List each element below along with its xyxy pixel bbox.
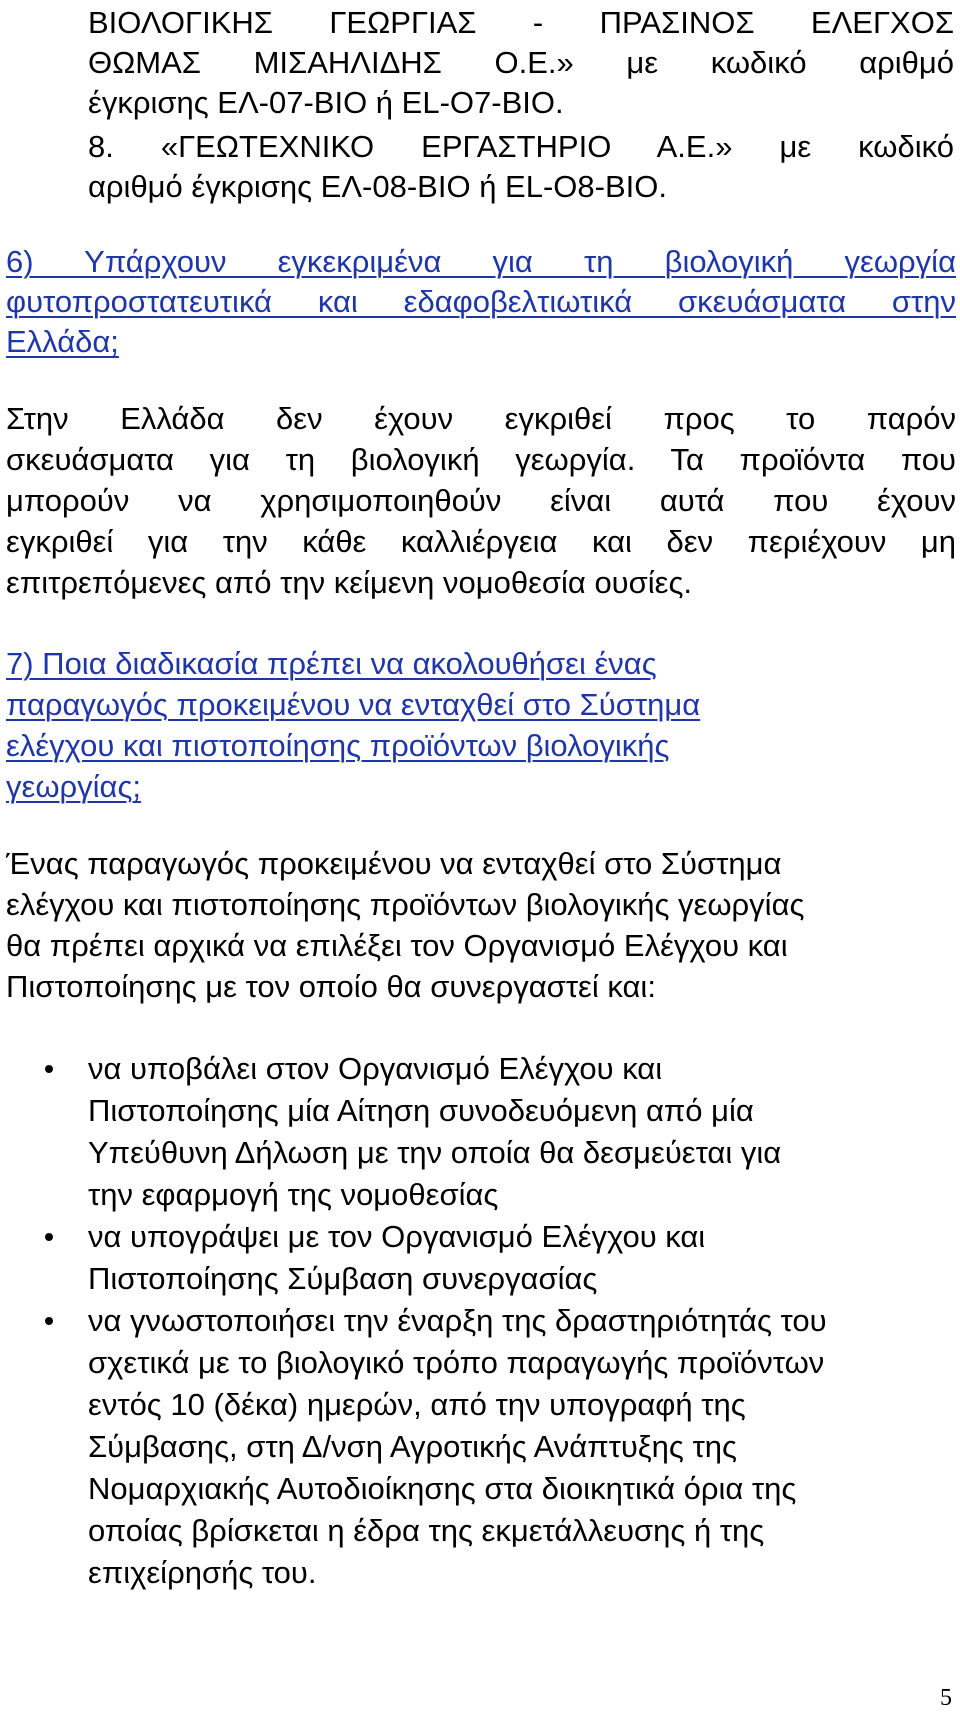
question-7-line2[interactable]: παραγωγός προκειμένου να ενταχθεί στο Σύστημα xyxy=(6,687,701,722)
answer-7-line1: Ένας παραγωγός προκειμένου να ενταχθεί στο Σύστημα xyxy=(6,846,782,881)
bullet-3-line5: Νομαρχιακής Αυτοδιοίκησης στα διοικητικά όρια της xyxy=(88,1471,797,1506)
answer-7-line2: ελέγχου και πιστοποίησης προϊόντων βιολογικής γεωργίας xyxy=(6,887,805,922)
answer-6-line2: σκευάσματα για τη βιολογική γεωργία. Τα προϊόντα που xyxy=(6,442,956,477)
page-number: 5 xyxy=(940,1685,952,1711)
bullet-1-line2: Πιστοποίησης μία Αίτηση συνοδευόμενη από μία xyxy=(88,1093,754,1128)
list-item-8-line1: 8. «ΓΕΩΤΕΧΝΙΚΟ ΕΡΓΑΣΤΗΡΙΟ Α.Ε.» με κωδικό xyxy=(88,129,954,164)
question-7-line1[interactable]: 7) Ποια διαδικασία πρέπει να ακολουθήσει ένας xyxy=(6,646,657,681)
answer-7-line3: θα πρέπει αρχικά να επιλέξει τον Οργανισμό Ελέγχου και xyxy=(6,928,788,963)
question-7-line4[interactable]: γεωργίας; xyxy=(6,769,142,804)
bullet-3-line3: εντός 10 (δέκα) ημερών, από την υπογραφή της xyxy=(88,1387,746,1422)
bullet-2-line1: να υπογράψει με τον Οργανισμό Ελέγχου και xyxy=(88,1219,706,1254)
question-6-line2[interactable]: φυτοπροστατευτικά και εδαφοβελτιωτικά σκευάσματα στην xyxy=(6,284,956,319)
bullet-3-line2: σχετικά με το βιολογικό τρόπο παραγωγής προϊόντων xyxy=(88,1345,825,1380)
bullet-3-line6: οποίας βρίσκεται η έδρα της εκμετάλλευσης ή της xyxy=(88,1513,765,1548)
question-6-line3[interactable]: Ελλάδα; xyxy=(6,324,119,359)
answer-6-line1: Στην Ελλάδα δεν έχουν εγκριθεί προς το παρόν xyxy=(6,401,956,436)
answer-6-line3: μπορούν να χρησιμοποιηθούν είναι αυτά που έχουν xyxy=(6,483,956,518)
bullet-dot-icon xyxy=(45,1065,53,1073)
list-item-7-line2: ΘΩΜΑΣ ΜΙΣΑΗΛΙΔΗΣ Ο.Ε.» με κωδικό αριθμό xyxy=(88,45,954,80)
list-item-7-line1: ΒΙΟΛΟΓΙΚΗΣ ΓΕΩΡΓΙΑΣ - ΠΡΑΣΙΝΟΣ ΕΛΕΓΧΟΣ xyxy=(88,5,954,40)
bullet-3-line7: επιχείρησής του. xyxy=(88,1555,317,1590)
bullet-1-line1: να υποβάλει στον Οργανισμό Ελέγχου και xyxy=(88,1051,663,1086)
bullet-dot-icon xyxy=(45,1317,53,1325)
answer-6-line5: επιτρεπόμενες από την κείμενη νομοθεσία ουσίες. xyxy=(6,565,693,600)
question-6-line1[interactable]: 6) Υπάρχουν εγκεκριμένα για τη βιολογική γεωργία xyxy=(6,244,956,279)
bullet-3-line1: να γνωστοποιήσει την έναρξη της δραστηριότητάς του xyxy=(88,1303,827,1338)
bullet-3-line4: Σύμβασης, στη Δ/νση Αγροτικής Ανάπτυξης της xyxy=(88,1429,737,1464)
bullet-2-line2: Πιστοποίησης Σύμβαση συνεργασίας xyxy=(88,1261,598,1296)
answer-6-line4: εγκριθεί για την κάθε καλλιέργεια και δεν περιέχουν μη xyxy=(6,524,956,559)
bullet-1-line4: την εφαρμογή της νομοθεσίας xyxy=(88,1177,499,1212)
list-item-7-line3: έγκρισης ΕΛ-07-ΒΙΟ ή EL-O7-BIO. xyxy=(88,85,564,120)
question-7-line3[interactable]: ελέγχου και πιστοποίησης προϊόντων βιολογικής xyxy=(6,728,670,763)
answer-7-line4: Πιστοποίησης με τον οποίο θα συνεργαστεί και: xyxy=(6,969,656,1004)
bullet-1-line3: Υπεύθυνη Δήλωση με την οποία θα δεσμεύεται για xyxy=(88,1135,782,1170)
bullet-dot-icon xyxy=(45,1233,53,1241)
list-item-8-line2: αριθμό έγκρισης ΕΛ-08-ΒΙΟ ή EL-O8-BIO. xyxy=(88,169,667,204)
